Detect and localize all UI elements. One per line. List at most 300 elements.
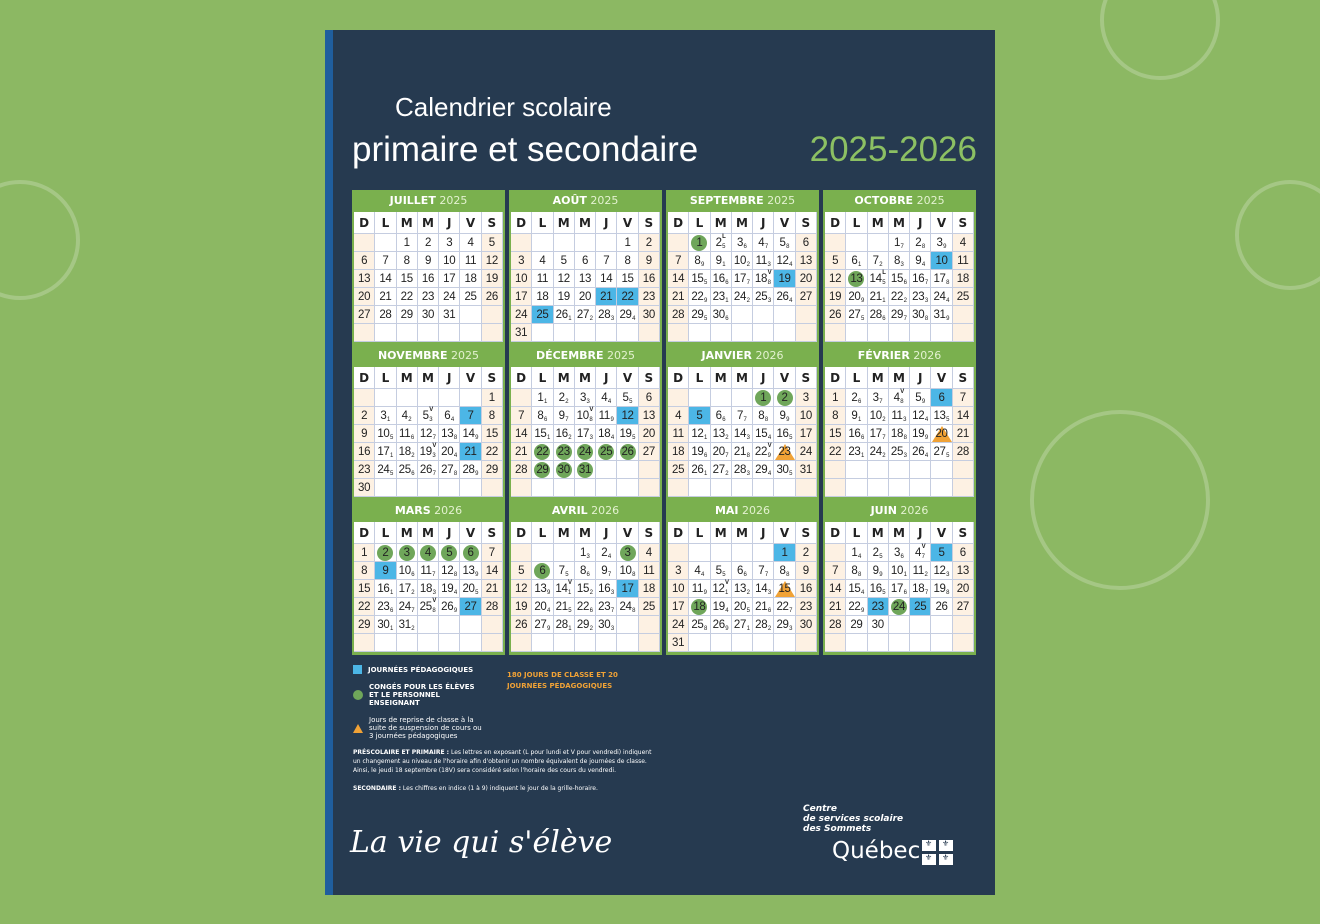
- day-number: 11: [643, 564, 655, 577]
- cycle-day: 8: [900, 399, 904, 405]
- day-cell-conge: [596, 443, 617, 461]
- cycle-day: 9: [610, 417, 614, 423]
- day-cell: [354, 580, 375, 598]
- day-markers: [904, 443, 908, 460]
- weekday-header: D: [511, 367, 532, 389]
- cycle-day: 4: [607, 399, 612, 405]
- day-cell-conge: [689, 234, 710, 252]
- day-number: 17: [933, 272, 946, 285]
- day-number: 15: [400, 272, 413, 285]
- day-number: 12: [829, 272, 842, 285]
- weekday-header: M: [868, 522, 889, 544]
- cycle-day: 6: [410, 435, 415, 441]
- day-cell: [354, 461, 375, 479]
- day-cell: [711, 443, 732, 461]
- weekday-header: M: [732, 367, 753, 389]
- day-number: 26: [691, 463, 704, 476]
- empty-cell: [825, 479, 846, 497]
- empty-cell: [732, 479, 753, 497]
- empty-cell: [617, 479, 638, 497]
- day-cell: [796, 425, 817, 443]
- cycle-day: 7: [789, 608, 793, 614]
- day-number: 24: [892, 600, 906, 613]
- day-markers: [789, 288, 793, 305]
- empty-cell: [825, 461, 846, 479]
- empty-cell: [617, 616, 638, 634]
- day-number: 18: [419, 582, 433, 595]
- cycle-day: 6: [743, 244, 747, 250]
- day-number: 14: [379, 272, 392, 285]
- day-number: 2: [601, 546, 608, 559]
- weekday-header: V: [774, 522, 795, 544]
- day-cell: [617, 562, 638, 580]
- day-cell: [931, 288, 952, 306]
- day-cell: [511, 288, 532, 306]
- empty-cell: [596, 634, 617, 652]
- day-markers: [725, 616, 729, 633]
- month-year: 2026: [755, 349, 784, 362]
- empty-cell: [639, 461, 660, 479]
- day-markers: [922, 234, 926, 251]
- day-cell: [375, 288, 396, 306]
- weekday-header: M: [554, 522, 575, 544]
- month-table: [825, 367, 974, 497]
- day-markers: [861, 288, 865, 305]
- empty-cell: [439, 479, 460, 497]
- weekday-header: S: [953, 212, 974, 234]
- empty-cell: [482, 616, 503, 634]
- day-number: 17: [621, 582, 634, 595]
- empty-cell: [825, 234, 846, 252]
- day-cell: [439, 425, 460, 443]
- day-number: 12: [557, 272, 570, 285]
- empty-cell: [910, 479, 931, 497]
- day-markers: [432, 443, 436, 460]
- day-number: 2: [424, 236, 432, 249]
- day-markers: [943, 234, 947, 251]
- day-markers: [904, 562, 908, 579]
- day-markers: [408, 407, 412, 424]
- legend-item-ped: [353, 665, 483, 674]
- cycle-day: 4: [632, 316, 636, 322]
- day-number: 16: [912, 272, 925, 285]
- empty-cell: [711, 634, 732, 652]
- month-year: 2025: [916, 194, 945, 207]
- day-markers: [924, 562, 928, 579]
- cycle-day: 7: [900, 244, 904, 250]
- day-markers: [925, 580, 929, 597]
- empty-cell: [689, 634, 710, 652]
- empty-cell: [889, 324, 910, 342]
- cycle-day: 7: [882, 435, 886, 441]
- day-cell: [482, 288, 503, 306]
- day-number: 8: [779, 564, 786, 577]
- empty-cell: [482, 479, 503, 497]
- day-cell: [711, 562, 732, 580]
- weekday-header: M: [711, 522, 732, 544]
- day-cell: [825, 580, 846, 598]
- day-markers: [903, 407, 907, 424]
- day-cell: [711, 580, 732, 598]
- day-number: 23: [377, 600, 390, 613]
- month-name: DÉCEMBRE: [535, 349, 604, 362]
- day-cell-conge: [532, 443, 553, 461]
- day-number: 23: [598, 600, 611, 613]
- day-cell: [910, 389, 931, 407]
- day-number: 27: [933, 445, 946, 458]
- day-markers: [451, 407, 455, 424]
- day-cell: [596, 407, 617, 425]
- day-number: 30: [776, 463, 789, 476]
- day-cell: [846, 425, 867, 443]
- month-header: [825, 190, 974, 212]
- day-number: 16: [555, 427, 568, 440]
- empty-cell: [668, 544, 689, 562]
- day-number: 7: [382, 254, 389, 267]
- day-number: 19: [933, 582, 946, 595]
- day-cell: [354, 270, 375, 288]
- empty-cell: [953, 616, 974, 634]
- month-name: JUIN: [870, 504, 897, 517]
- day-cell: [910, 544, 931, 562]
- cycle-day: 3: [746, 435, 750, 441]
- day-number: 1: [579, 546, 587, 559]
- month-name: AVRIL: [551, 504, 588, 517]
- day-number: 14: [672, 272, 685, 285]
- day-cell: [910, 425, 931, 443]
- day-cell: [439, 461, 460, 479]
- day-number: 10: [869, 409, 882, 422]
- day-number: 16: [377, 582, 390, 595]
- day-markers: [946, 443, 950, 460]
- weekday-header: J: [910, 522, 931, 544]
- weekday-header: D: [354, 212, 375, 234]
- cycle-day: 9: [700, 262, 705, 268]
- day-number: 4: [758, 236, 765, 249]
- day-number: 7: [518, 409, 525, 422]
- cycle-day: 1: [547, 435, 551, 441]
- day-number: 5: [488, 236, 495, 249]
- empty-cell: [668, 234, 689, 252]
- day-number: 22: [890, 290, 904, 303]
- cycle-day: 4: [607, 554, 612, 560]
- day-number: 24: [933, 290, 946, 303]
- empty-cell: [846, 234, 867, 252]
- day-number: 31: [578, 463, 592, 476]
- day-number: 31: [443, 308, 456, 321]
- day-cell: [482, 544, 503, 562]
- cycle-day: 5: [704, 280, 708, 286]
- day-markers: [475, 580, 479, 597]
- day-markers: [789, 598, 793, 615]
- day-number: 24: [799, 445, 812, 458]
- empty-cell: [596, 324, 617, 342]
- day-cell: [711, 616, 732, 634]
- cycle-day: 1: [704, 471, 708, 477]
- empty-cell: [554, 324, 575, 342]
- day-cell: [639, 562, 660, 580]
- month-table: [354, 367, 503, 497]
- day-number: 21: [755, 600, 768, 613]
- weekday-header: S: [953, 367, 974, 389]
- weekday-header: L: [689, 367, 710, 389]
- cycle-day: 3: [767, 262, 771, 268]
- day-cell: [554, 598, 575, 616]
- day-markers: [946, 580, 950, 597]
- empty-cell: [931, 616, 952, 634]
- weekday-header: M: [397, 212, 418, 234]
- day-cell: [596, 252, 617, 270]
- day-cell: [931, 580, 952, 598]
- empty-cell: [910, 324, 931, 342]
- day-markers: [547, 425, 551, 442]
- day-number: 6: [444, 409, 451, 422]
- day-number: 10: [515, 272, 528, 285]
- day-number: 9: [851, 409, 858, 422]
- cycle-day: 5: [722, 244, 726, 250]
- day-markers: [390, 461, 394, 478]
- day-number: 2: [715, 236, 722, 249]
- day-number: 23: [912, 290, 925, 303]
- empty-cell: [889, 634, 910, 652]
- day-markers: [922, 389, 926, 406]
- day-markers: [587, 544, 591, 561]
- weekday-header: M: [711, 367, 732, 389]
- title-years: 2025-2026: [809, 130, 977, 169]
- day-markers: [544, 389, 548, 406]
- cycle-day: 8: [946, 590, 950, 596]
- day-cell: [397, 252, 418, 270]
- day-markers: [454, 562, 458, 579]
- day-number: 5: [715, 564, 722, 577]
- day-cell: [910, 407, 931, 425]
- day-markers: [767, 252, 771, 269]
- day-cell: [482, 407, 503, 425]
- day-cell-pedagogique: [931, 544, 952, 562]
- day-cell: [868, 544, 889, 562]
- day-cell: [931, 306, 952, 324]
- day-cell-reprise: [774, 580, 795, 598]
- day-cell: [439, 580, 460, 598]
- day-number: 21: [829, 600, 842, 613]
- day-cell: [482, 461, 503, 479]
- schedule-letter: V: [725, 580, 730, 586]
- day-number: 17: [576, 427, 590, 440]
- weekday-header: V: [460, 212, 481, 234]
- day-number: 7: [558, 564, 565, 577]
- day-cell-conge: [575, 443, 596, 461]
- org-line: de services scolaire: [803, 814, 904, 824]
- day-cell-reprise: [931, 425, 952, 443]
- day-cell: [796, 598, 817, 616]
- cycle-day: 8: [432, 608, 436, 614]
- day-markers: [611, 598, 615, 615]
- cycle-day: 4: [921, 262, 926, 268]
- day-cell: [753, 461, 774, 479]
- empty-cell: [511, 234, 532, 252]
- cycle-day: 2: [746, 262, 750, 268]
- day-number: 25: [464, 290, 477, 303]
- day-markers: [725, 270, 729, 287]
- cycle-day: 6: [900, 554, 904, 560]
- day-number: 21: [956, 427, 969, 440]
- day-number: 15: [534, 427, 547, 440]
- day-markers: [747, 598, 751, 615]
- day-cell: [732, 425, 753, 443]
- day-cell: [732, 288, 753, 306]
- cycle-day: 1: [746, 626, 750, 632]
- cycle-day: 9: [786, 417, 790, 423]
- day-number: 11: [598, 409, 610, 422]
- day-cell: [711, 407, 732, 425]
- month-year: 2025: [451, 349, 480, 362]
- day-number: 5: [422, 409, 429, 422]
- day-markers: [946, 270, 950, 287]
- day-cell: [639, 288, 660, 306]
- day-cell: [418, 562, 439, 580]
- day-number: 19: [691, 445, 704, 458]
- day-markers: [632, 306, 636, 323]
- cycle-day: 8: [946, 280, 950, 286]
- cycle-day: 1: [543, 399, 548, 405]
- day-number: 3: [380, 409, 387, 422]
- empty-cell: [846, 461, 867, 479]
- day-cell: [868, 407, 889, 425]
- empty-cell: [617, 324, 638, 342]
- day-number: 20: [642, 427, 655, 440]
- day-number: 29: [400, 308, 413, 321]
- day-number: 12: [776, 254, 789, 267]
- day-cell: [868, 443, 889, 461]
- empty-cell: [825, 544, 846, 562]
- cycle-day: 3: [429, 417, 433, 423]
- day-number: 14: [485, 564, 498, 577]
- day-number: 22: [358, 600, 371, 613]
- cycle-day: 3: [789, 626, 793, 632]
- day-number: 30: [557, 463, 570, 476]
- empty-cell: [868, 234, 889, 252]
- day-markers: [858, 407, 862, 424]
- day-cell: [825, 252, 846, 270]
- empty-cell: [439, 616, 460, 634]
- day-number: 13: [642, 409, 655, 422]
- day-cell: [689, 616, 710, 634]
- day-markers: [765, 562, 769, 579]
- empty-cell: [554, 544, 575, 562]
- day-markers: [901, 234, 905, 251]
- day-cell-conge: [846, 270, 867, 288]
- empty-cell: [732, 389, 753, 407]
- day-cell: [617, 306, 638, 324]
- day-cell: [596, 580, 617, 598]
- empty-cell: [482, 634, 503, 652]
- day-cell: [354, 616, 375, 634]
- day-number: 17: [672, 600, 685, 613]
- day-cell: [418, 443, 439, 461]
- day-markers: [861, 306, 865, 323]
- day-cell: [354, 425, 375, 443]
- day-number: 2: [377, 545, 393, 561]
- day-cell-conge: [418, 544, 439, 562]
- day-number: 18: [754, 272, 768, 285]
- day-markers: [411, 580, 415, 597]
- day-cell: [639, 306, 660, 324]
- day-number: 3: [399, 545, 415, 561]
- day-cell: [732, 234, 753, 252]
- day-markers: [433, 461, 437, 478]
- day-cell: [796, 407, 817, 425]
- day-cell: [375, 443, 396, 461]
- cycle-day: 7: [610, 608, 615, 614]
- cycle-day: 1: [386, 417, 391, 423]
- day-markers: [568, 425, 572, 442]
- day-markers: [744, 562, 748, 579]
- note-text: Les lettres en exposant (L pour lundi et V pour vendredi) indiquent un changement au niveau de l'horaire afin d'obtenir un nombre équivalent de journées de classe. Ainsi, le jeudi 18 septembre (18V) sera considéré selon l'horaire des cours du vendredi.: [353, 749, 652, 774]
- day-markers: [590, 616, 594, 633]
- day-cell: [889, 270, 910, 288]
- day-number: 3: [893, 546, 901, 559]
- day-number: 16: [421, 272, 435, 285]
- cycle-day: 1: [725, 298, 729, 304]
- day-number: 22: [776, 600, 789, 613]
- day-cell: [846, 443, 867, 461]
- day-cell-conge: [532, 562, 553, 580]
- weekday-header: V: [617, 522, 638, 544]
- weekday-header: M: [397, 522, 418, 544]
- day-number: 25: [691, 618, 704, 631]
- day-number: 30: [912, 308, 925, 321]
- day-number: 11: [672, 427, 684, 440]
- empty-cell: [460, 634, 481, 652]
- day-cell: [796, 461, 817, 479]
- empty-cell: [711, 389, 732, 407]
- day-number: 22: [829, 445, 842, 458]
- day-cell: [846, 544, 867, 562]
- day-cell: [575, 288, 596, 306]
- cycle-day: 7: [746, 280, 750, 286]
- day-cell: [439, 562, 460, 580]
- note-label: SECONDAIRE :: [353, 785, 402, 792]
- day-markers: [725, 306, 729, 323]
- day-cell: [889, 562, 910, 580]
- day-number: 4: [959, 236, 966, 249]
- day-number: 4: [675, 409, 682, 422]
- day-number: 8: [694, 254, 701, 267]
- day-cell: [953, 270, 974, 288]
- cycle-day: 1: [390, 626, 394, 632]
- cycle-day: 2: [411, 453, 415, 459]
- day-number: 20: [733, 600, 747, 613]
- weekday-header: D: [825, 367, 846, 389]
- day-number: 4: [893, 391, 900, 404]
- day-cell: [846, 407, 867, 425]
- month-name: MAI: [714, 504, 739, 517]
- day-number: 10: [799, 409, 812, 422]
- day-markers: [610, 407, 614, 424]
- empty-cell: [910, 461, 931, 479]
- day-cell: [532, 288, 553, 306]
- day-number: 18: [536, 290, 549, 303]
- day-number: 11: [957, 254, 969, 267]
- day-number: 6: [463, 545, 479, 561]
- day-cell: [575, 389, 596, 407]
- day-number: 21: [600, 290, 613, 303]
- day-number: 12: [912, 409, 925, 422]
- day-number: 19: [778, 272, 791, 285]
- weekday-header: J: [596, 367, 617, 389]
- day-markers: [747, 252, 751, 269]
- day-markers: [725, 288, 729, 305]
